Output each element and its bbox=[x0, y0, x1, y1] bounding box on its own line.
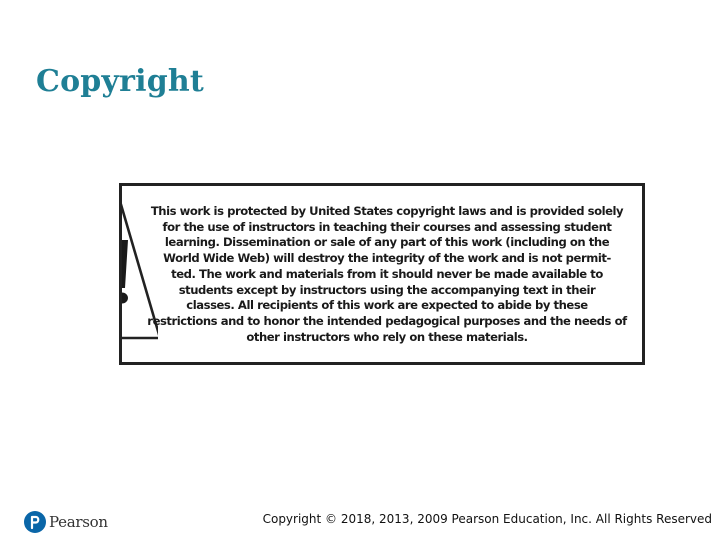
notice-line: classes. All recipients of this work are expected to abide by these bbox=[186, 298, 588, 313]
pearson-brand bbox=[24, 510, 108, 534]
slide-title: Copyright bbox=[36, 64, 204, 99]
pearson-brand-name: Pearson bbox=[49, 513, 108, 531]
notice-line: World Wide Web) will destroy the integrity of the work and is not permit- bbox=[163, 251, 611, 266]
notice-line: This work is protected by United States copyright laws and is provided solely bbox=[150, 204, 624, 218]
pearson-logo-icon bbox=[24, 511, 46, 533]
notice-line: other instructors who rely on these materials. bbox=[246, 329, 528, 344]
copyright-notice-box bbox=[119, 183, 645, 365]
notice-line: ted. The work and materials from it should never be made available to bbox=[171, 266, 603, 281]
notice-line: for the use of instructors in teaching their courses and assessing student bbox=[162, 219, 612, 234]
notice-line: restrictions and to honor the intended pedagogical purposes and the needs of bbox=[147, 313, 627, 328]
footer-copyright: Copyright © 2018, 2013, 2009 Pearson Education, Inc. All Rights Reserved bbox=[262, 512, 712, 526]
copyright-notice-text bbox=[142, 204, 632, 345]
notice-line: learning. Dissemination or sale of any part of this work (including on the bbox=[164, 235, 610, 250]
notice-line: students except by instructors using the accompanying text in their bbox=[178, 282, 596, 297]
